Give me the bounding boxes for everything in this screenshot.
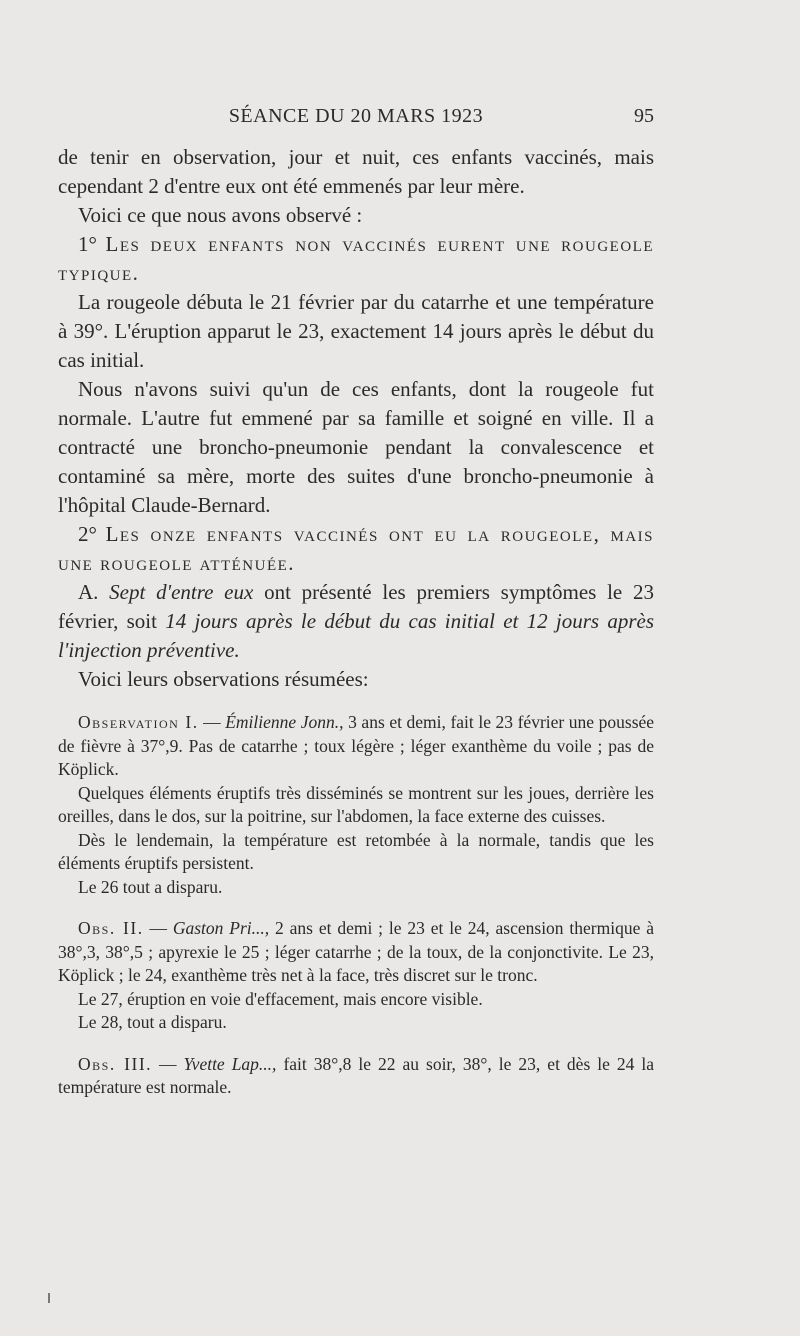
observation-paragraph: Le 27, éruption en voie d'effacement, mais encore visible. — [78, 988, 483, 1009]
paragraph-a — [58, 578, 654, 665]
italic-phrase: Sept d'entre eux — [109, 580, 254, 604]
dash: — — [203, 712, 221, 732]
paragraph-continuation: de tenir en observation, jour et nuit, ces enfants vaccinés, mais cependant 2 d'entre eux ont été emmenés par leur mère. — [58, 145, 654, 198]
observation-paragraph: Dès le lendemain, la température est retombée à la normale, tandis que les éléments éruptifs persistent. — [58, 829, 654, 873]
observation-paragraph: Le 26 tout a disparu. — [78, 876, 223, 897]
dash: — — [149, 918, 167, 938]
observation-text: 2 ans et demi ; le 23 et le 24, ascension thermique à 38°,3, 38°,5 ; apyrexie le 25 ; léger catarrhe ; de la toux, de la conjonctivite. Le 23, Köplick ; le 24, exanthème très net à la face, très discret sur le tronc. — [58, 918, 655, 985]
italic-phrase: 14 jours après le début du cas initial et 12 jours après l'injection préventive. — [58, 609, 654, 662]
observation-paragraph: Le 28, tout a disparu. — [78, 1012, 227, 1032]
section-heading-1 — [58, 230, 654, 288]
patient-name: Yvette Lap..., — [183, 1053, 277, 1074]
observation-paragraph: Quelques éléments éruptifs très disséminés se montrent sur les joues, derrière les oreilles, dans le dos, sur la poitrine, sur l'abdomen, la face externe des cuisses. — [58, 782, 654, 826]
running-head: SÉANCE DU 20 MARS 1923 — [228, 105, 484, 127]
page-number: 95 — [634, 105, 654, 127]
observation-label: Obs. II. — [78, 918, 144, 938]
paragraph: La rougeole débuta le 21 février par du catarrhe et une température à 39°. L'éruption apparut le 23, exactement 14 jours après le début du cas initial. — [58, 290, 654, 372]
observation-text: 3 ans et demi, fait le 23 février une poussée de fièvre à 37°,9. Pas de catarrhe ; toux légère ; léger exanthème du voile ; pas de Köplick. — [58, 712, 655, 779]
dash: — — [159, 1053, 177, 1074]
paragraph: Nous n'avons suivi qu'un de ces enfants, dont la rougeole fut normale. L'autre fut emmené par sa famille et soigné en ville. Il a contracté une broncho-pneumonie pendant la convalescence et contaminé sa mère, morte des suites d'une broncho-pneumonie à l'hôpital Claude-Bernard. — [58, 377, 654, 517]
section-title: Les onze enfants vaccinés ont eu la rougeole, mais une rougeole atténuée. — [58, 522, 654, 575]
patient-name: Gaston Pri..., — [172, 918, 270, 938]
page-body — [58, 143, 654, 1100]
page-header — [58, 105, 654, 135]
observation-1 — [58, 711, 654, 782]
paragraph-intro: Voici ce que nous avons observé : — [78, 203, 363, 227]
observation-3 — [58, 1053, 654, 1100]
observation-2 — [58, 917, 654, 988]
section-title: Les deux enfants non vaccinés eurent une rougeole typique. — [58, 232, 654, 285]
margin-mark — [48, 1293, 50, 1303]
section-number: 2° — [78, 522, 97, 546]
patient-name: Émilienne Jonn., — [225, 712, 344, 732]
section-heading-2 — [58, 520, 654, 578]
observation-label: Observation I. — [78, 712, 199, 732]
text-run: ont présenté les premiers symptômes le 23 février, soit — [58, 580, 654, 633]
observation-label: Obs. III. — [78, 1053, 153, 1074]
subsection-label: A. — [78, 580, 99, 604]
paragraph: Voici leurs observations résumées: — [78, 667, 369, 691]
section-number: 1° — [78, 232, 97, 256]
observation-text: fait 38°,8 le 22 au soir, 38°, le 23, et dès le 24 la température est normale. — [58, 1053, 654, 1097]
